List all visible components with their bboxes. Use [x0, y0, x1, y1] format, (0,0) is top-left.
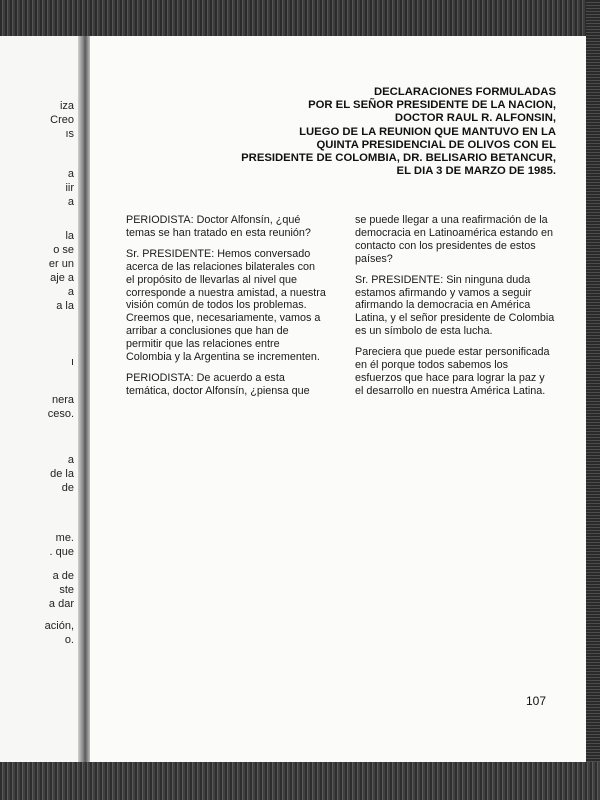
facing-page-text-fragment: ıs	[65, 128, 74, 140]
book-gutter	[78, 36, 90, 762]
facing-page-text-fragment: ación,	[44, 620, 74, 632]
facing-page-text-fragment: a de	[52, 570, 74, 582]
facing-page-text-fragment: a	[67, 454, 74, 466]
left-text-column	[126, 214, 326, 406]
facing-page-text-fragment: la	[65, 230, 74, 242]
facing-page-text-fragment: a	[67, 168, 74, 180]
facing-page-text-fragment: o se	[53, 244, 74, 256]
facing-page-text-fragment: de	[61, 482, 74, 494]
facing-page-text-fragment: me.	[55, 532, 74, 544]
facing-page-text-fragment: Creo	[50, 114, 74, 126]
scan-edge-top	[0, 0, 600, 36]
interview-question: PERIODISTA: De acuerdo a esta temática, doctor Alfonsín, ¿piensa que	[126, 371, 310, 397]
facing-page-text-fragment: a dar	[48, 598, 74, 610]
facing-page-text-fragment: o.	[64, 634, 74, 646]
interview-question-continued: se puede llegar a una reafirmación de la democracia en Latinoamérica estando en contacto con los presidentes de estos países?	[355, 214, 554, 265]
interview-question: PERIODISTA: Doctor Alfonsín, ¿qué temas se han tratado en esta reunión?	[126, 214, 311, 239]
document-heading	[136, 86, 556, 178]
facing-page-text-fragment: . que	[49, 546, 74, 558]
facing-page-text-fragment: iir	[65, 182, 74, 194]
heading-line: LUEGO DE LA REUNION QUE MANTUVO EN LA	[299, 125, 556, 138]
facing-page-text-fragment: ste	[59, 584, 74, 596]
facing-page-text-fragment: iza	[59, 100, 74, 112]
heading-line: DECLARACIONES FORMULADAS	[373, 86, 556, 98]
interview-answer-continued: Pareciera que puede estar personificada en él porque todos sabemos los esfuerzos que hace para lograr la paz y el desarrollo en nuestra América Latina.	[355, 346, 550, 397]
facing-page-text-fragment: aje a	[50, 272, 74, 284]
document-page	[90, 36, 586, 762]
facing-page-text-fragment: er un	[48, 258, 74, 270]
facing-page-text-fragment: a	[67, 196, 74, 208]
facing-page-text-fragment: a la	[56, 300, 74, 312]
heading-line: POR EL SEÑOR PRESIDENTE DE LA NACION,	[308, 99, 556, 112]
page-number: 107	[525, 694, 546, 708]
heading-line: DOCTOR RAUL R. ALFONSIN,	[394, 112, 556, 125]
facing-page-text-fragment: ı	[70, 356, 74, 368]
heading-line: QUINTA PRESIDENCIAL DE OLIVOS CON EL	[316, 138, 556, 151]
facing-page-fragment	[0, 36, 78, 762]
interview-answer: Sr. PRESIDENTE: Sin ninguna duda estamos afirmando y vamos a seguir afirmando la democracia en América Latina, y el señor presidente de Colombia es un símbolo de esta lucha.	[355, 273, 555, 338]
facing-page-text-fragment: ceso.	[47, 408, 74, 420]
heading-line: PRESIDENTE DE COLOMBIA, DR. BELISARIO BETANCUR,	[241, 152, 556, 165]
scan-edge-bottom	[0, 762, 600, 800]
facing-page-text-fragment: de la	[50, 468, 74, 480]
interview-answer: Sr. PRESIDENTE: Hemos conversado acerca de las relaciones bilaterales con el propósito de llevarlas al nivel que corresponde a nuestra amistad, a nuestra visión común de todos los problemas. Creemos que, necesariamente, vamos a arribar a conclusiones que han de permitir que las relaciones entre Colombia y la Argentina se incrementen.	[126, 247, 326, 364]
right-text-column	[355, 214, 555, 406]
facing-page-text-fragment: a	[67, 286, 74, 298]
scan-edge-right	[586, 0, 600, 800]
facing-page-text-fragment: nera	[51, 394, 74, 406]
heading-line: EL DIA 3 DE MARZO DE 1985.	[396, 165, 556, 178]
